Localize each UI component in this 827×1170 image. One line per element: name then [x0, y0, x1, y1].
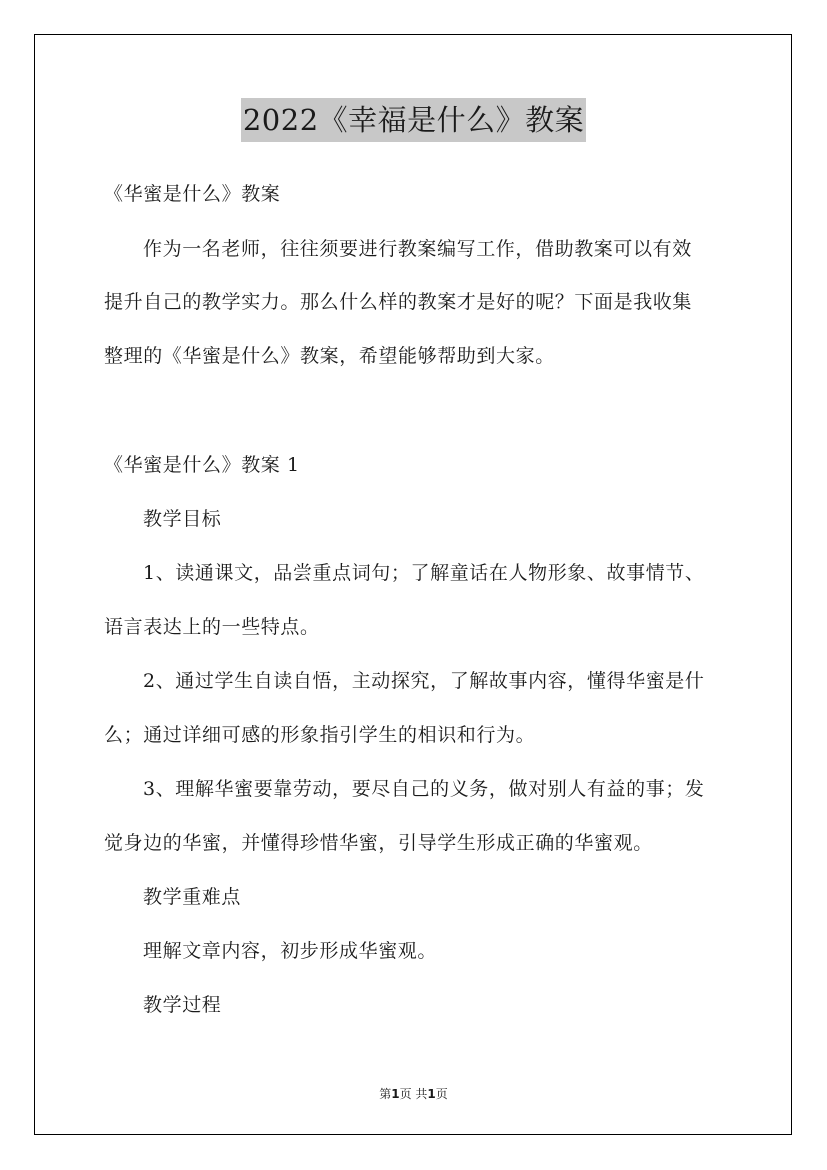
- paragraph-line: 理解文章内容，初步形成华蜜观。: [143, 940, 438, 962]
- paragraph-line: 3、理解华蜜要靠劳动，要尽自己的义务，做对别人有益的事；发: [143, 778, 705, 800]
- paragraph-line: 提升自己的教学实力。那么什么样的教案才是好的呢？下面是我收集: [104, 291, 693, 313]
- paragraph-line: 整理的《华蜜是什么》教案，希望能够帮助到大家。: [104, 345, 555, 367]
- section-heading-intro: 《华蜜是什么》教案: [104, 183, 281, 205]
- footer-page-suffix: 页 共: [399, 1087, 428, 1101]
- paragraph-line: 么；通过详细可感的形象指引学生的相识和行为。: [104, 724, 536, 746]
- subheading-objectives: 教学目标: [143, 508, 222, 530]
- paragraph-line: 作为一名老师，往往须要进行教案编写工作，借助教案可以有效: [143, 238, 692, 260]
- title-container: [0, 98, 827, 142]
- document-title: 2022《幸福是什么》教案: [241, 98, 586, 142]
- footer-total-pages: 1: [427, 1087, 436, 1101]
- subheading-process: 教学过程: [143, 994, 222, 1016]
- footer-total-suffix: 页: [435, 1087, 448, 1101]
- paragraph-line: 2、通过学生自读自悟，主动探究，了解故事内容，懂得华蜜是什: [143, 670, 705, 692]
- footer-page-number: 1: [391, 1087, 400, 1101]
- page-footer: [0, 1085, 827, 1102]
- paragraph-line: 1、读通课文，品尝重点词句；了解童话在人物形象、故事情节、: [143, 562, 705, 584]
- section-heading-lesson-1: 《华蜜是什么》教案 1: [104, 454, 300, 476]
- footer-page-prefix: 第: [379, 1087, 392, 1101]
- paragraph-line: 觉身边的华蜜，并懂得珍惜华蜜，引导学生形成正确的华蜜观。: [104, 832, 653, 854]
- paragraph-line: 语言表达上的一些特点。: [104, 616, 320, 638]
- subheading-key-points: 教学重难点: [143, 886, 242, 908]
